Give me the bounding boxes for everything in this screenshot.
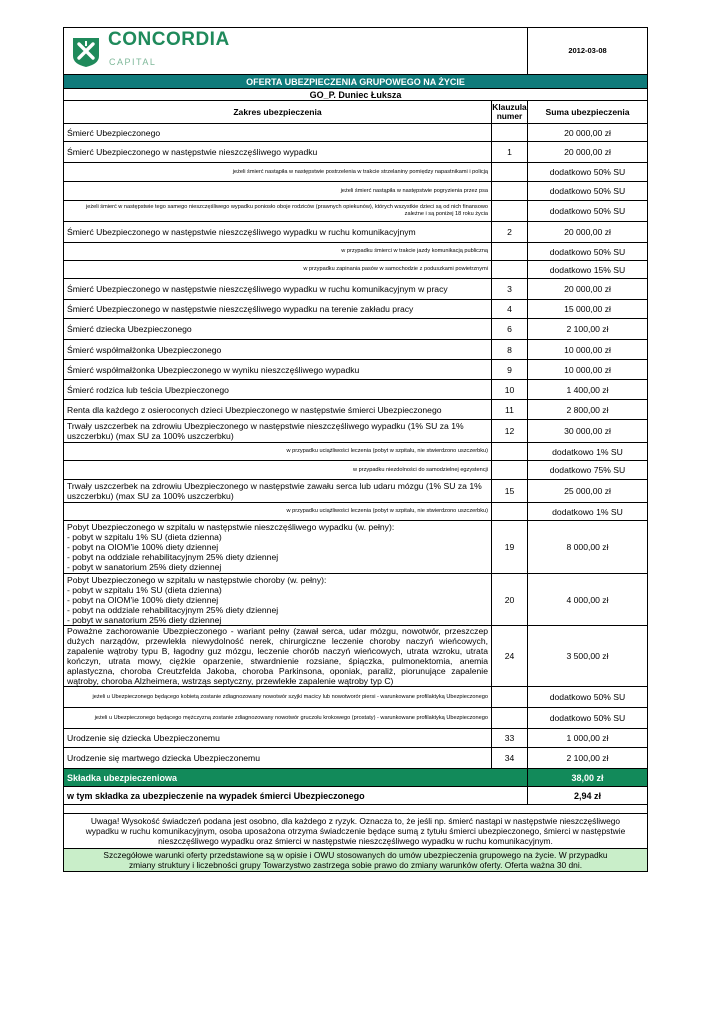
coverage-subcondition: jeżeli śmierć nastąpiła w następstwie postrzelenia w trakcie strzelaniny pomiędzy napastnikami i policją	[64, 163, 492, 182]
coverage-description: Śmierć dziecka Ubezpieczonego	[64, 319, 492, 340]
coverage-description: Trwały uszczerbek na zdrowiu Ubezpieczonego w następstwie zawału serca lub udaru mózgu (1% SU za 1% uszczerbku) (max SU za 100% uszczerbku)	[64, 480, 492, 503]
clause-number	[492, 124, 528, 142]
sum-insured: dodatkowo 50% SU	[528, 182, 648, 201]
coverage-description: Pobyt Ubezpieczonego w szpitalu w następstwie nieszczęśliwego wypadku (w. pełny): - pobyt w szpitalu 1% SU (dieta dzienna) - pobyt na OIOM'ie 100% diety dziennej - pobyt na oddziale rehabilitacyjnym 25% diety dziennej - pobyt w sanatorium 25% diety dziennej	[64, 521, 492, 574]
column-header-scope: Zakres ubezpieczenia	[64, 101, 492, 124]
concordia-logo-icon	[70, 36, 102, 68]
sum-insured: dodatkowo 1% SU	[528, 443, 648, 461]
clause-number	[492, 443, 528, 461]
sum-insured: 2 100,00 zł	[528, 748, 648, 769]
clause-number	[492, 163, 528, 182]
coverage-row	[64, 380, 648, 400]
coverage-description: Pobyt Ubezpieczonego w szpitalu w następstwie choroby (w. pełny): - pobyt w szpitalu 1% SU (dieta dzienna) - pobyt na OIOM'ie 100% diety dziennej - pobyt na oddziale rehabilitacyjnym 25% diety dziennej - pobyt w sanatorium 25% diety dziennej	[64, 574, 492, 626]
death-premium-row	[64, 787, 648, 805]
coverage-row	[64, 687, 648, 708]
death-premium-label: w tym składka za ubezpieczenie na wypadek śmierci Ubezpieczonego	[64, 787, 528, 805]
sum-insured: 8 000,00 zł	[528, 521, 648, 574]
coverage-subcondition: jeżeli u Ubezpieczonego będącego mężczyzną zostanie zdiagnozowany nowotwór gruczołu krokowego (prostaty) - warunkowane profilaktyką Ubezpieczonego	[64, 708, 492, 729]
clause-number: 4	[492, 300, 528, 319]
sum-insured: 2 800,00 zł	[528, 400, 648, 420]
coverage-subcondition: w przypadku śmierci w trakcie jazdy komunikacją publiczną	[64, 243, 492, 261]
coverage-row	[64, 360, 648, 380]
coverage-description: Śmierć Ubezpieczonego	[64, 124, 492, 142]
premium-value: 38,00 zł	[528, 769, 648, 787]
coverage-subcondition: jeżeli śmierć nastąpiła w następstwie pogryzienia przez psa	[64, 182, 492, 201]
coverage-row	[64, 243, 648, 261]
sum-insured: dodatkowo 1% SU	[528, 503, 648, 521]
clause-number: 3	[492, 279, 528, 300]
coverage-row	[64, 708, 648, 729]
clause-number: 1	[492, 142, 528, 163]
coverage-row	[64, 124, 648, 142]
coverage-row	[64, 729, 648, 748]
clause-number: 20	[492, 574, 528, 626]
sum-insured: dodatkowo 50% SU	[528, 163, 648, 182]
offer-date: 2012-03-08	[528, 28, 648, 75]
coverage-row	[64, 626, 648, 687]
coverage-row	[64, 222, 648, 243]
sum-insured: 20 000,00 zł	[528, 124, 648, 142]
coverage-subcondition: w przypadku zapinania pasów w samochodzie z poduszkami powietrznymi	[64, 261, 492, 279]
coverage-description: Śmierć Ubezpieczonego w następstwie nieszczęśliwego wypadku w ruchu komunikacyjnym w pracy	[64, 279, 492, 300]
column-header-sum: Suma ubezpieczenia	[528, 101, 648, 124]
coverage-description: Renta dla każdego z osieroconych dzieci Ubezpieczonego w następstwie śmierci Ubezpieczonego	[64, 400, 492, 420]
coverage-row	[64, 521, 648, 574]
coverage-row	[64, 400, 648, 420]
coverage-description: Poważne zachorowanie Ubezpieczonego - wariant pełny (zawał serca, udar mózgu, nowotwór, przeszczep dużych narządów, przewlekła niewydolność nerek, chirurgiczne leczenie choroby naczyń wieńcowych, zapalenie wątroby typu B, łagodny guz mózgu, leczenie chorób naczyń wieńcowych, utrata wzroku, utrata kończyn, utrata mowy, ciężkie oparzenie, stwardnienie rozsiane, śpiączka, pulmonektomia, anemia aplastyczna, choroba Creutzfelda Jakoba, choroba Parkinsona, oponiak, paraliż, piorunujące zapalenie wątroby, choroba Alzheimera, wstrząs septyczny, przewlekłe zapalenie wątroby typ C)	[64, 626, 492, 687]
coverage-description: Śmierć współmałżonka Ubezpieczonego w wyniku nieszczęśliwego wypadku	[64, 360, 492, 380]
coverage-subcondition: jeżeli u Ubezpieczonego będącego kobietą zostanie zdiagnozowany nowotwór szyjki macicy lub nowotworór piersi - warunkowane profilaktyką Ubezpieczonego	[64, 687, 492, 708]
offer-sheet	[63, 27, 647, 872]
clause-number: 11	[492, 400, 528, 420]
column-header-row	[64, 101, 648, 124]
clause-number	[492, 201, 528, 222]
coverage-row	[64, 503, 648, 521]
coverage-subcondition: w przypadku uciążliwości leczenia (pobyt w szpitalu, nie stwierdzono uszczerbku)	[64, 503, 492, 521]
sum-insured: 3 500,00 zł	[528, 626, 648, 687]
clause-number	[492, 687, 528, 708]
coverage-row	[64, 420, 648, 443]
clause-number: 34	[492, 748, 528, 769]
coverage-subcondition: w przypadku uciążliwości leczenia (pobyt w szpitalu, nie stwierdzono uszczerbku)	[64, 443, 492, 461]
offer-title: OFERTA UBEZPIECZENIA GRUPOWEGO NA ŻYCIE	[64, 75, 648, 89]
brand-name: CONCORDIA	[108, 29, 230, 50]
coverage-row	[64, 182, 648, 201]
coverage-row	[64, 443, 648, 461]
coverage-description: Śmierć Ubezpieczonego w następstwie nieszczęśliwego wypadku w ruchu komunikacyjnym	[64, 222, 492, 243]
premium-row	[64, 769, 648, 787]
clause-number	[492, 708, 528, 729]
coverage-description: Śmierć Ubezpieczonego w następstwie nieszczęśliwego wypadku na terenie zakładu pracy	[64, 300, 492, 319]
coverage-row	[64, 142, 648, 163]
coverage-row	[64, 748, 648, 769]
sum-insured: dodatkowo 15% SU	[528, 261, 648, 279]
clause-number: 12	[492, 420, 528, 443]
coverage-row	[64, 480, 648, 503]
header-row	[64, 28, 648, 75]
sum-insured: 1 000,00 zł	[528, 729, 648, 748]
sum-insured: 20 000,00 zł	[528, 222, 648, 243]
coverage-subcondition: w przypadku niezdolności do samodzielnej egzystencji	[64, 461, 492, 480]
coverage-row	[64, 340, 648, 360]
sum-insured: dodatkowo 50% SU	[528, 708, 648, 729]
clause-number: 8	[492, 340, 528, 360]
sum-insured: dodatkowo 50% SU	[528, 243, 648, 261]
sum-insured: 2 100,00 zł	[528, 319, 648, 340]
coverage-description: Urodzenie się martwego dziecka Ubezpieczonemu	[64, 748, 492, 769]
clause-number: 9	[492, 360, 528, 380]
coverage-description: Śmierć współmałżonka Ubezpieczonego	[64, 340, 492, 360]
sum-insured: 10 000,00 zł	[528, 360, 648, 380]
coverage-description: Śmierć rodzica lub teścia Ubezpieczonego	[64, 380, 492, 400]
column-header-clause: Klauzula numer	[492, 101, 528, 124]
clause-number: 33	[492, 729, 528, 748]
sum-insured: 30 000,00 zł	[528, 420, 648, 443]
coverage-row	[64, 300, 648, 319]
coverage-description: Śmierć Ubezpieczonego w następstwie nieszczęśliwego wypadku	[64, 142, 492, 163]
clause-number	[492, 461, 528, 480]
clause-number	[492, 182, 528, 201]
clause-number: 24	[492, 626, 528, 687]
sum-insured: 1 400,00 zł	[528, 380, 648, 400]
sum-insured: 20 000,00 zł	[528, 142, 648, 163]
coverage-description: Trwały uszczerbek na zdrowiu Ubezpieczonego w następstwie nieszczęśliwego wypadku (1% SU za 1% uszczerbku) (max SU za 100% uszczerbku)	[64, 420, 492, 443]
coverage-row	[64, 279, 648, 300]
coverage-description: Urodzenie się dziecka Ubezpieczonemu	[64, 729, 492, 748]
coverage-row	[64, 201, 648, 222]
coverage-row	[64, 261, 648, 279]
client-name: GO_P. Duniec Łuksza	[64, 89, 648, 101]
clause-number	[492, 243, 528, 261]
logo-area	[64, 28, 528, 75]
coverage-row	[64, 163, 648, 182]
clause-number: 6	[492, 319, 528, 340]
coverage-subcondition: jeżeli śmierć w następstwie tego samego nieszczęśliwego wypadku poniosło oboje rodziców (prawnych opiekunów), których wszystkie dzieci są od nich finansowo zależne i są poniżej 18 roku życia	[64, 201, 492, 222]
footer-terms: Szczegółowe warunki oferty przedstawione są w opisie i OWU stosowanych do umów ubezpieczenia grupowego na życie. W przypadku zmiany struktury i liczebności grupy Towarzystwo zastrzega sobie prawo do zmiany warunków oferty. Oferta ważna 30 dni.	[64, 849, 648, 872]
clause-number: 19	[492, 521, 528, 574]
coverage-row	[64, 319, 648, 340]
offer-table	[63, 27, 648, 872]
coverage-row	[64, 461, 648, 480]
brand-subtitle: CAPITAL	[109, 57, 157, 67]
sum-insured: 20 000,00 zł	[528, 279, 648, 300]
death-premium-value: 2,94 zł	[528, 787, 648, 805]
coverage-row	[64, 574, 648, 626]
premium-label: Składka ubezpieczeniowa	[64, 769, 528, 787]
sum-insured: 10 000,00 zł	[528, 340, 648, 360]
sum-insured: dodatkowo 75% SU	[528, 461, 648, 480]
sum-insured: dodatkowo 50% SU	[528, 201, 648, 222]
spacer-row	[64, 805, 648, 814]
notice-text: Uwaga! Wysokość świadczeń podana jest osobno, dla każdego z ryzyk. Oznacza to, że jeśli np. śmierć nastąpi w następstwie nieszczęśliwego wypadku w ruchu komunikacyjnym, osoba uposażona otrzyma świadczenie będące sumą z tytułu śmierci ubezpieczonego, śmierci w następstwie nieszczęśliwego wypadku oraz śmierci w następstwie nieszczęśliwego wypadku w ruchu komunikacyjnym.	[64, 814, 648, 849]
sum-insured: 4 000,00 zł	[528, 574, 648, 626]
sum-insured: 25 000,00 zł	[528, 480, 648, 503]
clause-number: 15	[492, 480, 528, 503]
sum-insured: 15 000,00 zł	[528, 300, 648, 319]
sum-insured: dodatkowo 50% SU	[528, 687, 648, 708]
clause-number	[492, 261, 528, 279]
coverage-rows	[64, 124, 648, 769]
clause-number: 2	[492, 222, 528, 243]
clause-number	[492, 503, 528, 521]
clause-number: 10	[492, 380, 528, 400]
